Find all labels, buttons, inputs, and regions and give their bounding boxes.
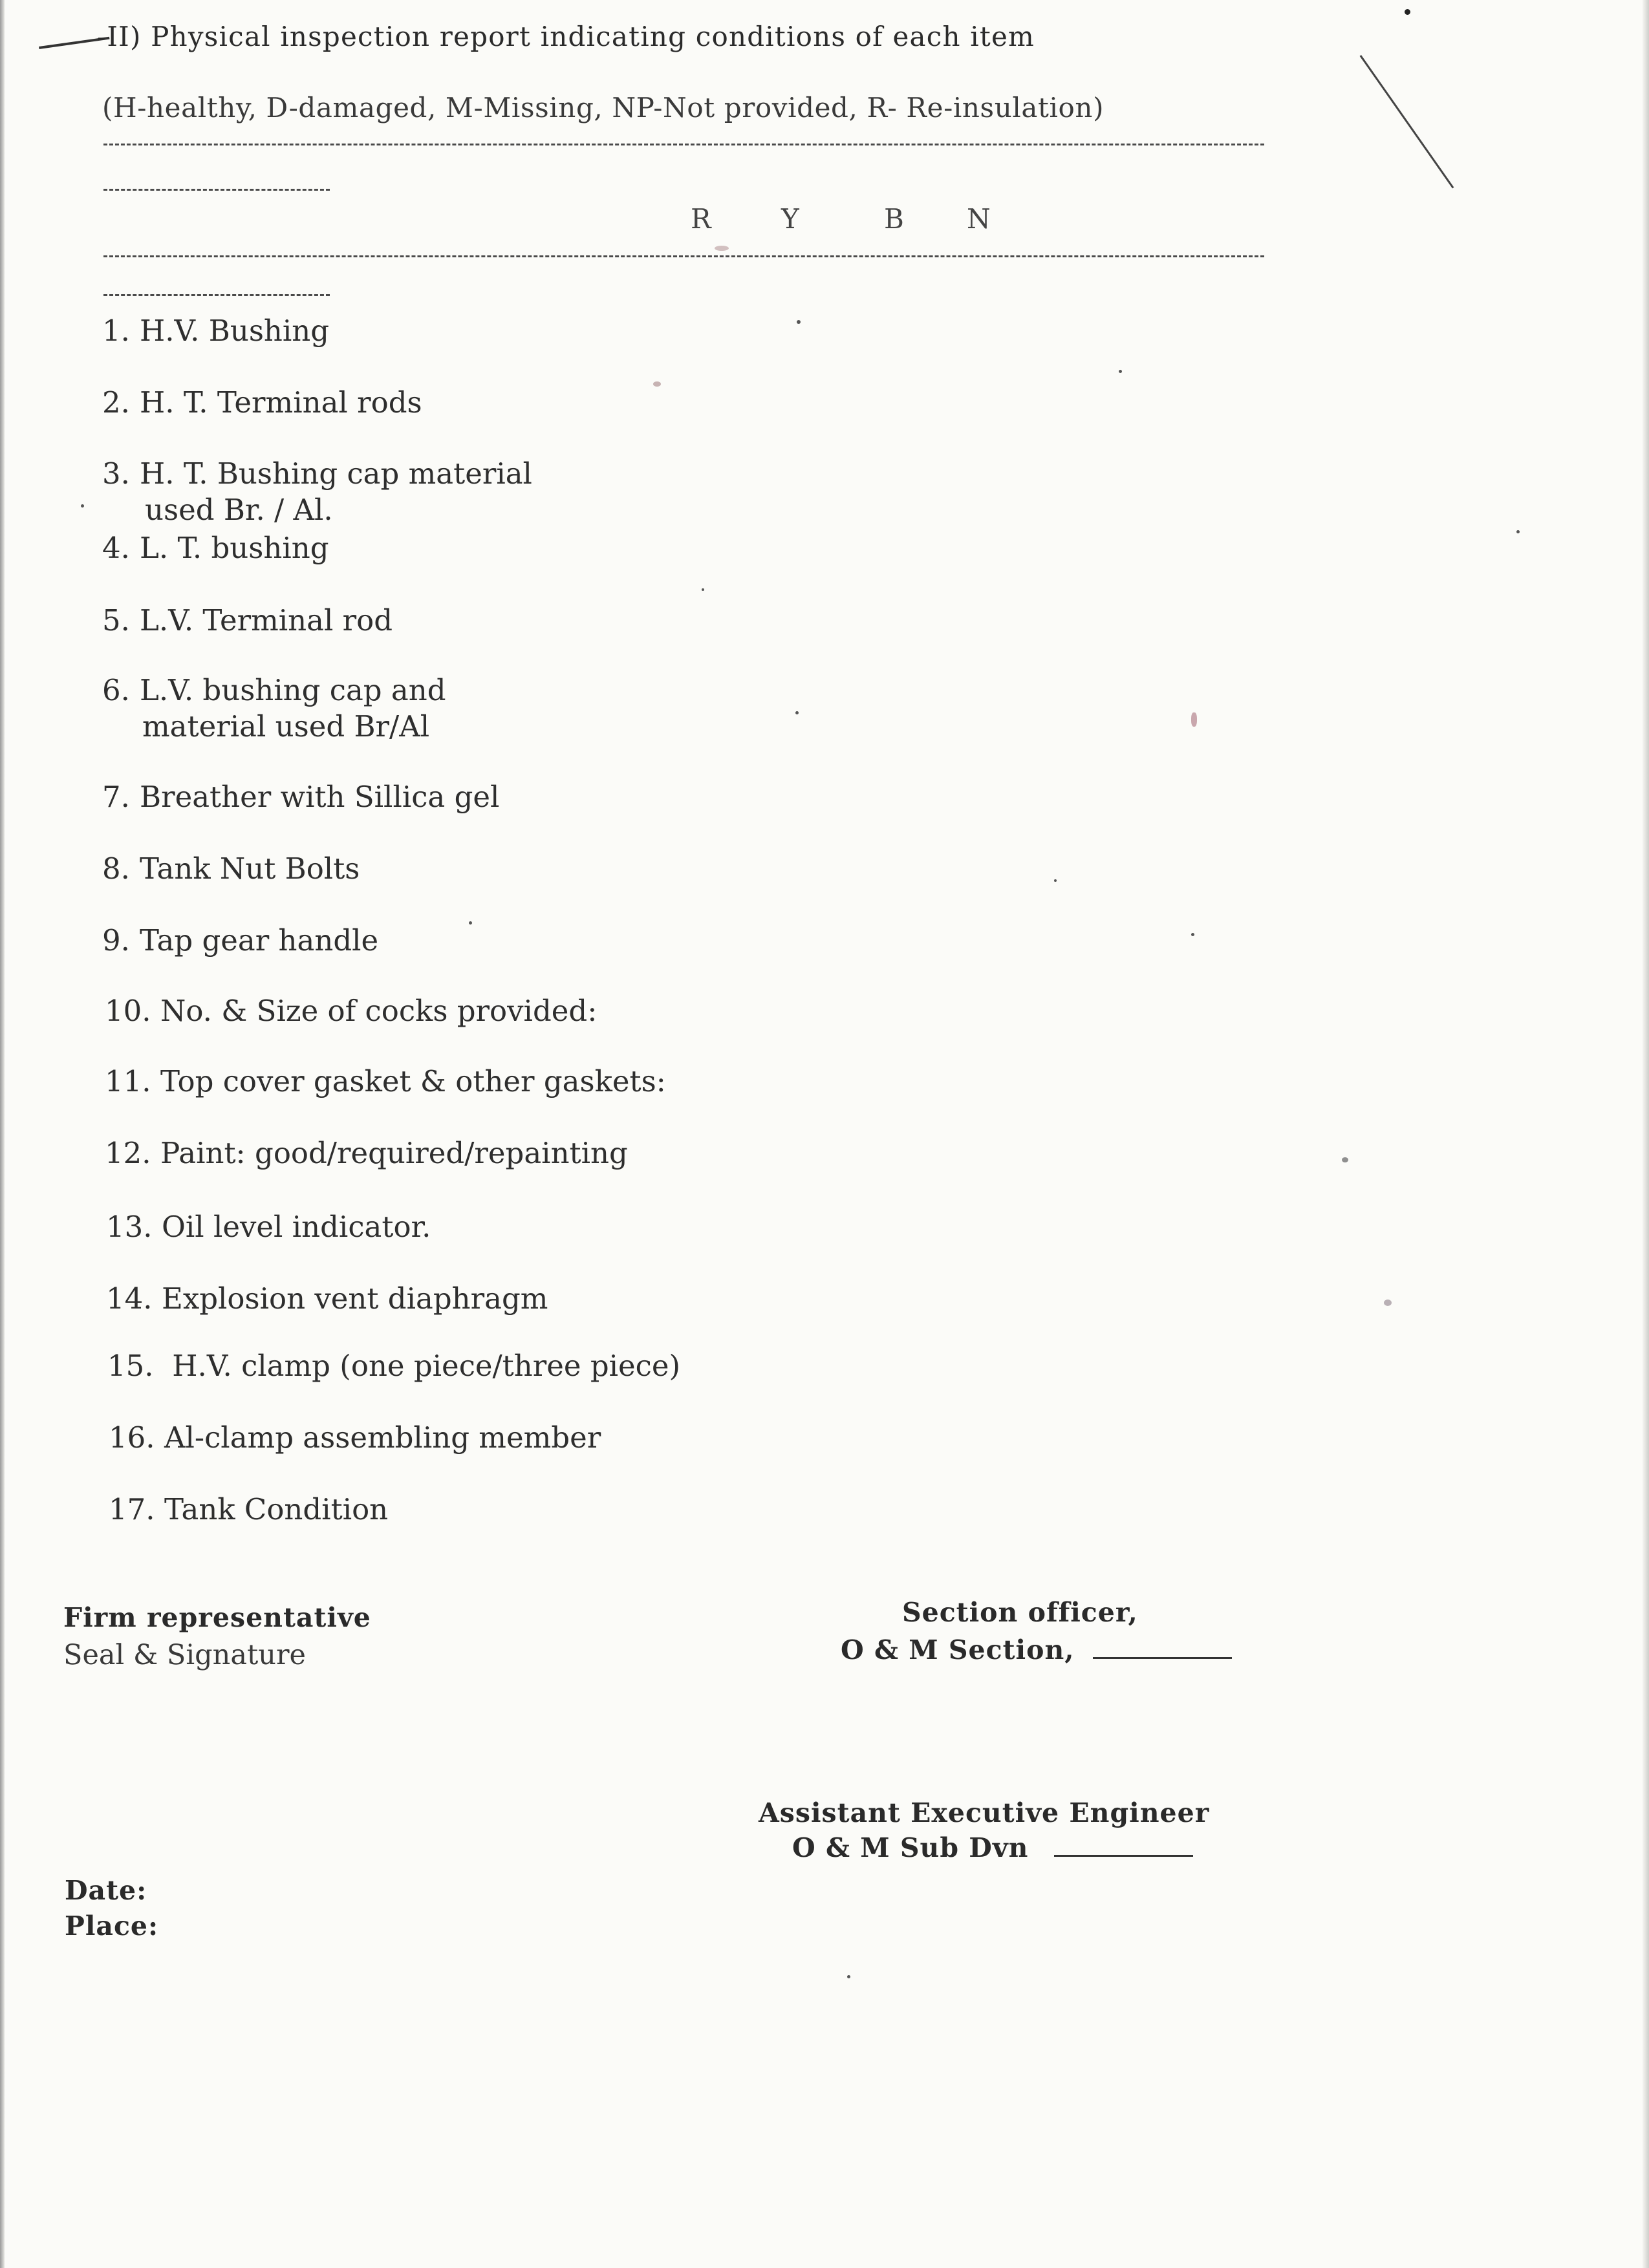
inspection-item [106, 1281, 548, 1317]
item-label: H.V. clamp (one piece/three piece) [163, 1349, 681, 1383]
inspection-item [109, 1492, 388, 1528]
section-officer-subtitle [841, 1634, 1232, 1665]
pen-stroke-top-right [1360, 55, 1454, 189]
item-label: Al-clamp assembling member [164, 1420, 601, 1455]
phase-header-n: N [967, 203, 991, 235]
dashed-rule-1 [103, 144, 1264, 145]
inspection-item [102, 530, 329, 566]
item-number: 4. [102, 531, 130, 565]
scan-edge-left [0, 0, 5, 2268]
item-label: Oil level indicator. [162, 1210, 431, 1244]
inspection-item [105, 993, 597, 1029]
dashed-rule-1b [103, 189, 330, 191]
item-number: 13. [106, 1210, 153, 1244]
item-label-continued: used Br. / Al. [145, 493, 333, 527]
inspection-item [106, 1209, 431, 1245]
item-number: 9. [102, 923, 130, 957]
item-label: No. & Size of cocks provided: [160, 994, 598, 1028]
item-number: 7. [102, 780, 130, 814]
item-label: Explosion vent diaphragm [162, 1281, 548, 1316]
item-label: Tank Nut Bolts [140, 851, 360, 886]
inspection-item [102, 851, 360, 887]
condition-legend: (H-healthy, D-damaged, M-Missing, NP-Not provided, R- Re-insulation) [102, 92, 1105, 123]
inspection-item [102, 456, 532, 528]
phase-header-b: B [884, 203, 904, 235]
item-number: 3. [102, 456, 130, 491]
item-label: Paint: good/required/repainting [160, 1136, 628, 1170]
inspection-item [105, 1064, 666, 1100]
subdivision-name-blank [1054, 1855, 1193, 1857]
date-label: Date: [65, 1875, 147, 1906]
item-label: H.V. Bushing [140, 314, 330, 348]
scan-edge-right [1643, 0, 1649, 2268]
inspection-item [102, 672, 446, 745]
item-label: L. T. bushing [140, 531, 329, 565]
inspection-item [102, 603, 393, 639]
item-number: 2. [102, 385, 130, 420]
firm-representative-title: Firm representative [63, 1602, 371, 1633]
aee-subtitle [792, 1832, 1193, 1863]
section-officer-title: Section officer, [902, 1597, 1138, 1628]
item-number: 6. [102, 673, 130, 707]
item-number: 10. [105, 994, 151, 1028]
item-label: L.V. Terminal rod [140, 603, 393, 637]
inspection-item [102, 779, 499, 815]
item-label: H. T. Terminal rods [140, 385, 422, 420]
aee-subdivision-label: O & M Sub Dvn [792, 1832, 1029, 1863]
phase-header-y: Y [781, 203, 799, 235]
aee-title: Assistant Executive Engineer [759, 1797, 1210, 1828]
item-number: 15. [107, 1349, 154, 1383]
inspection-item [102, 923, 378, 959]
item-number: 1. [102, 314, 130, 348]
inspection-item [109, 1420, 601, 1456]
item-label: Tap gear handle [140, 923, 379, 957]
dashed-rule-2b [103, 294, 330, 296]
item-label: Tank Condition [164, 1492, 389, 1526]
place-label: Place: [65, 1910, 159, 1942]
item-label: L.V. bushing cap and [140, 673, 446, 707]
item-number: 8. [102, 851, 130, 886]
item-number: 11. [105, 1064, 151, 1098]
report-heading: -II) Physical inspection report indicating conditions of each item [97, 21, 1035, 52]
item-number: 16. [109, 1420, 155, 1455]
item-number: 14. [106, 1281, 153, 1316]
item-label: Top cover gasket & other gaskets: [160, 1064, 666, 1098]
inspection-item [107, 1348, 680, 1384]
inspection-item [102, 313, 329, 349]
inspection-item [105, 1135, 628, 1171]
item-number: 5. [102, 603, 130, 637]
section-officer-section-label: O & M Section, [841, 1634, 1075, 1665]
item-label: Breather with Sillica gel [140, 780, 500, 814]
item-label: H. T. Bushing cap material [140, 456, 532, 491]
dashed-rule-2 [103, 255, 1264, 257]
inspection-item [102, 385, 422, 421]
firm-seal-signature-label: Seal & Signature [63, 1639, 306, 1671]
item-label-continued: material used Br/Al [142, 709, 430, 744]
section-name-blank [1093, 1657, 1232, 1659]
item-number: 17. [109, 1492, 155, 1526]
phase-header-r: R [691, 203, 711, 235]
item-number: 12. [105, 1136, 151, 1170]
